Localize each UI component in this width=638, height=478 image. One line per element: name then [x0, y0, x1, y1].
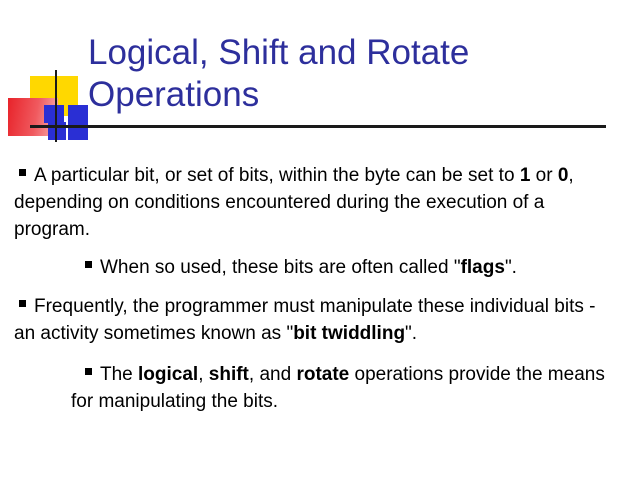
sub-bullet-item: [14, 361, 614, 415]
square-bullet-icon: [85, 261, 92, 268]
slide-title: Logical, Shift and Rotate Operations: [88, 33, 470, 114]
decorative-vertical-line: [55, 70, 57, 142]
decorative-blue-square: [44, 105, 64, 123]
decorative-blue-square: [68, 105, 88, 123]
slide-body: [14, 162, 614, 415]
bullet-text: ,: [198, 364, 209, 385]
square-bullet-icon: [19, 169, 26, 176]
bullet-text: Frequently, the programmer must manipulate these individual bits - an activity sometimes known as ": [14, 296, 596, 344]
bullet-text: operations provide the means for manipulating the bits.: [71, 364, 605, 412]
sub-bullet-item: [14, 254, 614, 281]
square-bullet-icon: [85, 368, 92, 375]
title-divider-line: [30, 125, 606, 128]
bullet-item: [14, 162, 614, 243]
bullet-text: When so used, these bits are often called ": [100, 257, 461, 278]
bold-term: rotate: [296, 364, 350, 385]
bullet-text: , depending on conditions encountered during the execution of a program.: [14, 165, 574, 240]
bullet-text: , and: [248, 364, 297, 385]
bullet-text: The: [100, 364, 139, 385]
square-bullet-icon: [19, 300, 26, 307]
bullet-text: or: [530, 165, 558, 186]
bold-term: logical: [138, 364, 199, 385]
bold-term: 0: [557, 165, 569, 186]
bullet-text: A particular bit, or set of bits, within the byte can be set to: [34, 165, 520, 186]
bullet-text: ".: [504, 257, 517, 278]
bold-term: shift: [208, 364, 249, 385]
bullet-text: ".: [405, 323, 418, 344]
bold-term: 1: [519, 165, 531, 186]
bold-term: flags: [460, 257, 505, 278]
bold-term: bit twiddling: [293, 323, 406, 344]
bullet-item: [14, 293, 614, 347]
